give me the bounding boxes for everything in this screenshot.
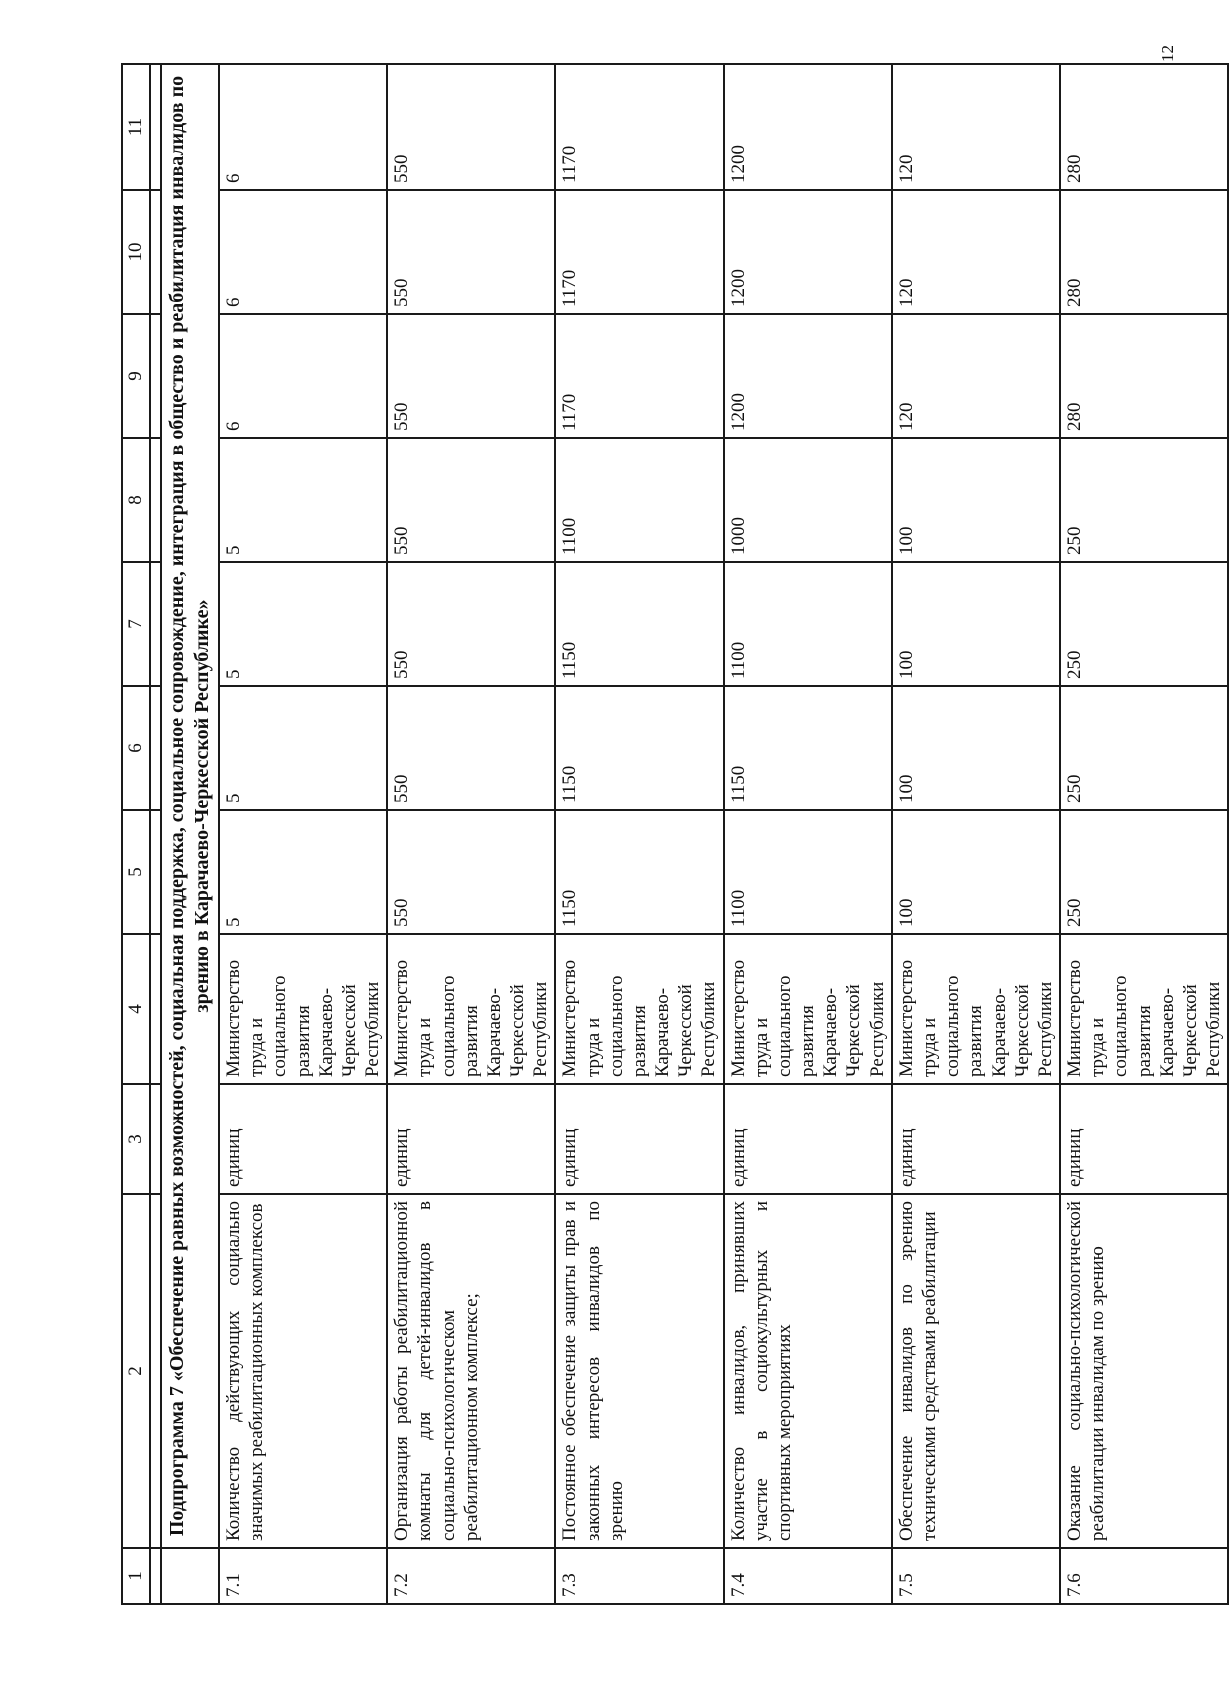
column-number: 7 [122,562,150,686]
unit: единиц [219,1084,387,1194]
value-cell: 280 [1060,64,1228,190]
subprogram-number-cell [161,1548,219,1604]
column-number: 5 [122,810,150,934]
column-number: 1 [122,1548,150,1604]
indicator-name: Количество инвалидов, принявших участие в социокультурных и спортивных мероприятиях [724,1194,892,1548]
value-cell: 280 [1060,314,1228,438]
subprogram-title-row [161,64,219,1604]
value-cell: 5 [219,562,387,686]
spacer-cell [150,686,161,810]
spacer-cell [150,64,161,190]
value-cell: 250 [1060,562,1228,686]
value-cell: 1170 [555,64,723,190]
value-cell: 120 [892,190,1060,314]
indicator-name: Обеспечение инвалидов по зрению техническими средствами реабилитации [892,1194,1060,1548]
spacer-cell [150,314,161,438]
spacer-cell [150,1194,161,1548]
row-number: 7.4 [724,1548,892,1604]
value-cell: 1170 [555,314,723,438]
column-number: 2 [122,1194,150,1548]
indicators-table [121,63,1229,1605]
value-cell: 5 [219,438,387,562]
row-number: 7.3 [555,1548,723,1604]
table-row [219,64,387,1604]
value-cell: 550 [387,438,555,562]
column-number: 3 [122,1084,150,1194]
spacer-cell [150,1548,161,1604]
value-cell: 100 [892,810,1060,934]
value-cell: 280 [1060,190,1228,314]
executor: Министерство труда и социального развития Карачаево-Черкесской Республики [555,934,723,1084]
table-row [1060,64,1228,1604]
row-number: 7.2 [387,1548,555,1604]
subprogram-title: Подпрограмма 7 «Обеспечение равных возможностей, социальная поддержка, социальное сопровождение, интеграция в общество и реабилитация инвалидов по зрению в Карачаево-Черкесской Республике» [161,64,219,1548]
unit: единиц [724,1084,892,1194]
value-cell: 1170 [555,190,723,314]
indicator-name: Оказание социально-психологической реабилитации инвалидам по зрению [1060,1194,1228,1548]
value-cell: 550 [387,190,555,314]
unit: единиц [387,1084,555,1194]
value-cell: 550 [387,64,555,190]
executor: Министерство труда и социального развития Карачаево-Черкесской Республики [724,934,892,1084]
rotated-table-container [121,65,1225,1605]
column-number: 8 [122,438,150,562]
spacer-cell [150,934,161,1084]
value-cell: 1150 [724,686,892,810]
executor: Министерство труда и социального развития Карачаево-Черкесской Республики [1060,934,1228,1084]
indicator-name: Постоянное обеспечение защиты прав и законных интересов инвалидов по зрению [555,1194,723,1548]
value-cell: 5 [219,686,387,810]
value-cell: 1150 [555,562,723,686]
value-cell: 6 [219,190,387,314]
spacer-cell [150,1084,161,1194]
value-cell: 1100 [555,438,723,562]
executor: Министерство труда и социального развития Карачаево-Черкесской Республики [219,934,387,1084]
value-cell: 1150 [555,810,723,934]
value-cell: 1200 [724,64,892,190]
spacer-cell [150,810,161,934]
value-cell: 250 [1060,438,1228,562]
value-cell: 6 [219,64,387,190]
value-cell: 6 [219,314,387,438]
table-row [387,64,555,1604]
spacer-cell [150,190,161,314]
unit: единиц [892,1084,1060,1194]
row-number: 7.5 [892,1548,1060,1604]
value-cell: 250 [1060,686,1228,810]
value-cell: 100 [892,438,1060,562]
value-cell: 550 [387,314,555,438]
column-number: 9 [122,314,150,438]
column-number: 4 [122,934,150,1084]
value-cell: 550 [387,562,555,686]
value-cell: 1000 [724,438,892,562]
value-cell: 100 [892,562,1060,686]
value-cell: 1150 [555,686,723,810]
column-number-row [122,64,150,1604]
value-cell: 550 [387,686,555,810]
value-cell: 5 [219,810,387,934]
table-row [724,64,892,1604]
value-cell: 250 [1060,810,1228,934]
value-cell: 100 [892,686,1060,810]
spacer-cell [150,562,161,686]
executor: Министерство труда и социального развития Карачаево-Черкесской Республики [387,934,555,1084]
indicator-name: Организация работы реабилитационной комнаты для детей-инвалидов в социально-психологическом реабилитационном комплексе; [387,1194,555,1548]
value-cell: 120 [892,64,1060,190]
indicator-name: Количество действующих социально значимых реабилитационных комплексов [219,1194,387,1548]
table-row [892,64,1060,1604]
value-cell: 1200 [724,190,892,314]
table-row [555,64,723,1604]
value-cell: 1200 [724,314,892,438]
column-number: 6 [122,686,150,810]
column-number: 10 [122,190,150,314]
value-cell: 120 [892,314,1060,438]
value-cell: 550 [387,810,555,934]
value-cell: 1100 [724,562,892,686]
column-number: 11 [122,64,150,190]
unit: единиц [555,1084,723,1194]
unit: единиц [1060,1084,1228,1194]
executor: Министерство труда и социального развития Карачаево-Черкесской Республики [892,934,1060,1084]
spacer-row [150,64,161,1604]
row-number: 7.6 [1060,1548,1228,1604]
page-number: 12 [1158,45,1177,62]
spacer-cell [150,438,161,562]
value-cell: 1100 [724,810,892,934]
row-number: 7.1 [219,1548,387,1604]
